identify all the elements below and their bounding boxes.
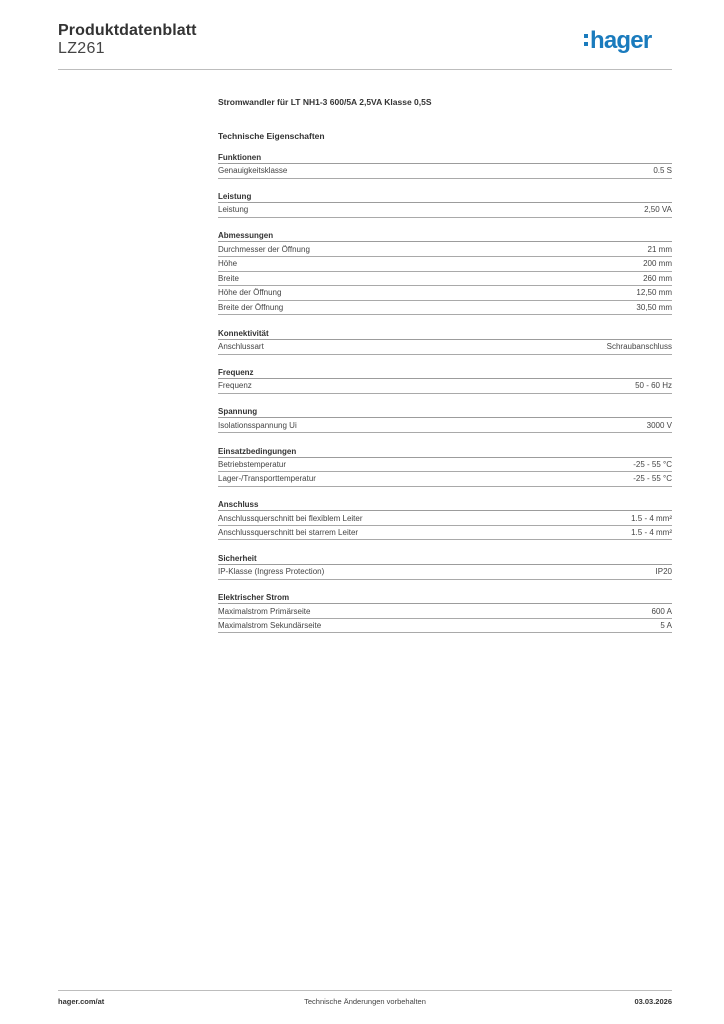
property-label: IP-Klasse (Ingress Protection) bbox=[218, 567, 325, 577]
property-value: 1.5 - 4 mm² bbox=[631, 513, 672, 523]
property-row bbox=[218, 164, 672, 179]
hager-logo bbox=[582, 26, 672, 56]
property-label: Genauigkeitsklasse bbox=[218, 166, 288, 176]
property-row bbox=[218, 472, 672, 487]
property-group bbox=[218, 230, 672, 315]
group-title: Konnektivität bbox=[218, 328, 672, 340]
group-title: Spannung bbox=[218, 406, 672, 418]
document-title: Produktdatenblatt bbox=[58, 22, 197, 39]
property-group bbox=[218, 191, 672, 218]
group-title: Anschluss bbox=[218, 499, 672, 511]
group-title: Sicherheit bbox=[218, 553, 672, 565]
group-title: Einsatzbedingungen bbox=[218, 446, 672, 458]
footer-notice: Technische Änderungen vorbehalten bbox=[304, 997, 426, 1006]
property-label: Betriebstemperatur bbox=[218, 459, 287, 469]
group-title: Elektrischer Strom bbox=[218, 592, 672, 604]
property-value: 3000 V bbox=[646, 420, 672, 430]
property-label: Durchmesser der Öffnung bbox=[218, 244, 310, 254]
header-divider bbox=[58, 69, 672, 70]
property-group bbox=[218, 367, 672, 394]
product-title: Stromwandler für LT NH1-3 600/5A 2,5VA Klasse 0,5S bbox=[218, 97, 432, 107]
property-row bbox=[218, 458, 672, 473]
property-value: 50 - 60 Hz bbox=[635, 381, 672, 391]
property-row bbox=[218, 511, 672, 526]
property-group bbox=[218, 328, 672, 355]
datasheet-content bbox=[218, 96, 672, 633]
property-value: 0.5 S bbox=[653, 166, 672, 176]
property-row bbox=[218, 418, 672, 433]
group-title: Abmessungen bbox=[218, 230, 672, 242]
section-heading: Technische Eigenschaften bbox=[218, 131, 325, 141]
property-groups bbox=[218, 152, 672, 633]
property-label: Anschlussquerschnitt bei flexiblem Leiter bbox=[218, 513, 363, 523]
property-value: 30,50 mm bbox=[636, 303, 672, 313]
property-row bbox=[218, 286, 672, 301]
property-group bbox=[218, 592, 672, 633]
property-group bbox=[218, 499, 672, 540]
property-value: 21 mm bbox=[647, 244, 672, 254]
page-header bbox=[58, 20, 672, 70]
logo-colon-mark bbox=[584, 33, 588, 47]
property-row bbox=[218, 619, 672, 634]
page-footer bbox=[58, 997, 672, 1009]
property-value: -25 - 55 °C bbox=[633, 459, 672, 469]
group-title: Frequenz bbox=[218, 367, 672, 379]
property-value: 260 mm bbox=[643, 273, 672, 283]
property-label: Frequenz bbox=[218, 381, 252, 391]
logo-text: hager bbox=[590, 27, 652, 54]
property-value: 2,50 VA bbox=[644, 205, 672, 215]
property-row bbox=[218, 340, 672, 355]
property-row bbox=[218, 301, 672, 316]
property-row bbox=[218, 526, 672, 541]
property-row bbox=[218, 379, 672, 394]
property-label: Maximalstrom Primärseite bbox=[218, 606, 311, 616]
footer-divider bbox=[58, 990, 672, 991]
property-label: Breite bbox=[218, 273, 239, 283]
property-label: Anschlussart bbox=[218, 342, 264, 352]
footer-date: 03.03.2026 bbox=[634, 997, 672, 1006]
property-value: Schraubanschluss bbox=[606, 342, 672, 352]
property-row bbox=[218, 604, 672, 619]
property-group bbox=[218, 553, 672, 580]
property-value: 5 A bbox=[660, 621, 672, 631]
property-label: Anschlussquerschnitt bei starrem Leiter bbox=[218, 528, 359, 538]
property-label: Breite der Öffnung bbox=[218, 303, 284, 313]
property-row bbox=[218, 242, 672, 257]
property-value: IP20 bbox=[655, 567, 672, 577]
footer-website[interactable]: hager.com/at bbox=[58, 997, 105, 1006]
property-label: Leistung bbox=[218, 205, 249, 215]
property-value: 1.5 - 4 mm² bbox=[631, 528, 672, 538]
property-value: 12,50 mm bbox=[636, 288, 672, 298]
property-value: -25 - 55 °C bbox=[633, 474, 672, 484]
property-group bbox=[218, 152, 672, 179]
product-code: LZ261 bbox=[58, 40, 105, 57]
group-title: Leistung bbox=[218, 191, 672, 203]
property-row bbox=[218, 272, 672, 287]
property-label: Maximalstrom Sekundärseite bbox=[218, 621, 322, 631]
property-row bbox=[218, 203, 672, 218]
property-value: 600 A bbox=[651, 606, 672, 616]
property-group bbox=[218, 446, 672, 487]
property-group bbox=[218, 406, 672, 433]
property-row bbox=[218, 257, 672, 272]
group-title: Funktionen bbox=[218, 152, 672, 164]
property-label: Höhe bbox=[218, 259, 238, 269]
property-label: Lager-/Transporttemperatur bbox=[218, 474, 316, 484]
property-label: Höhe der Öffnung bbox=[218, 288, 282, 298]
property-label: Isolationsspannung Ui bbox=[218, 420, 297, 430]
property-row bbox=[218, 565, 672, 580]
property-value: 200 mm bbox=[643, 259, 672, 269]
